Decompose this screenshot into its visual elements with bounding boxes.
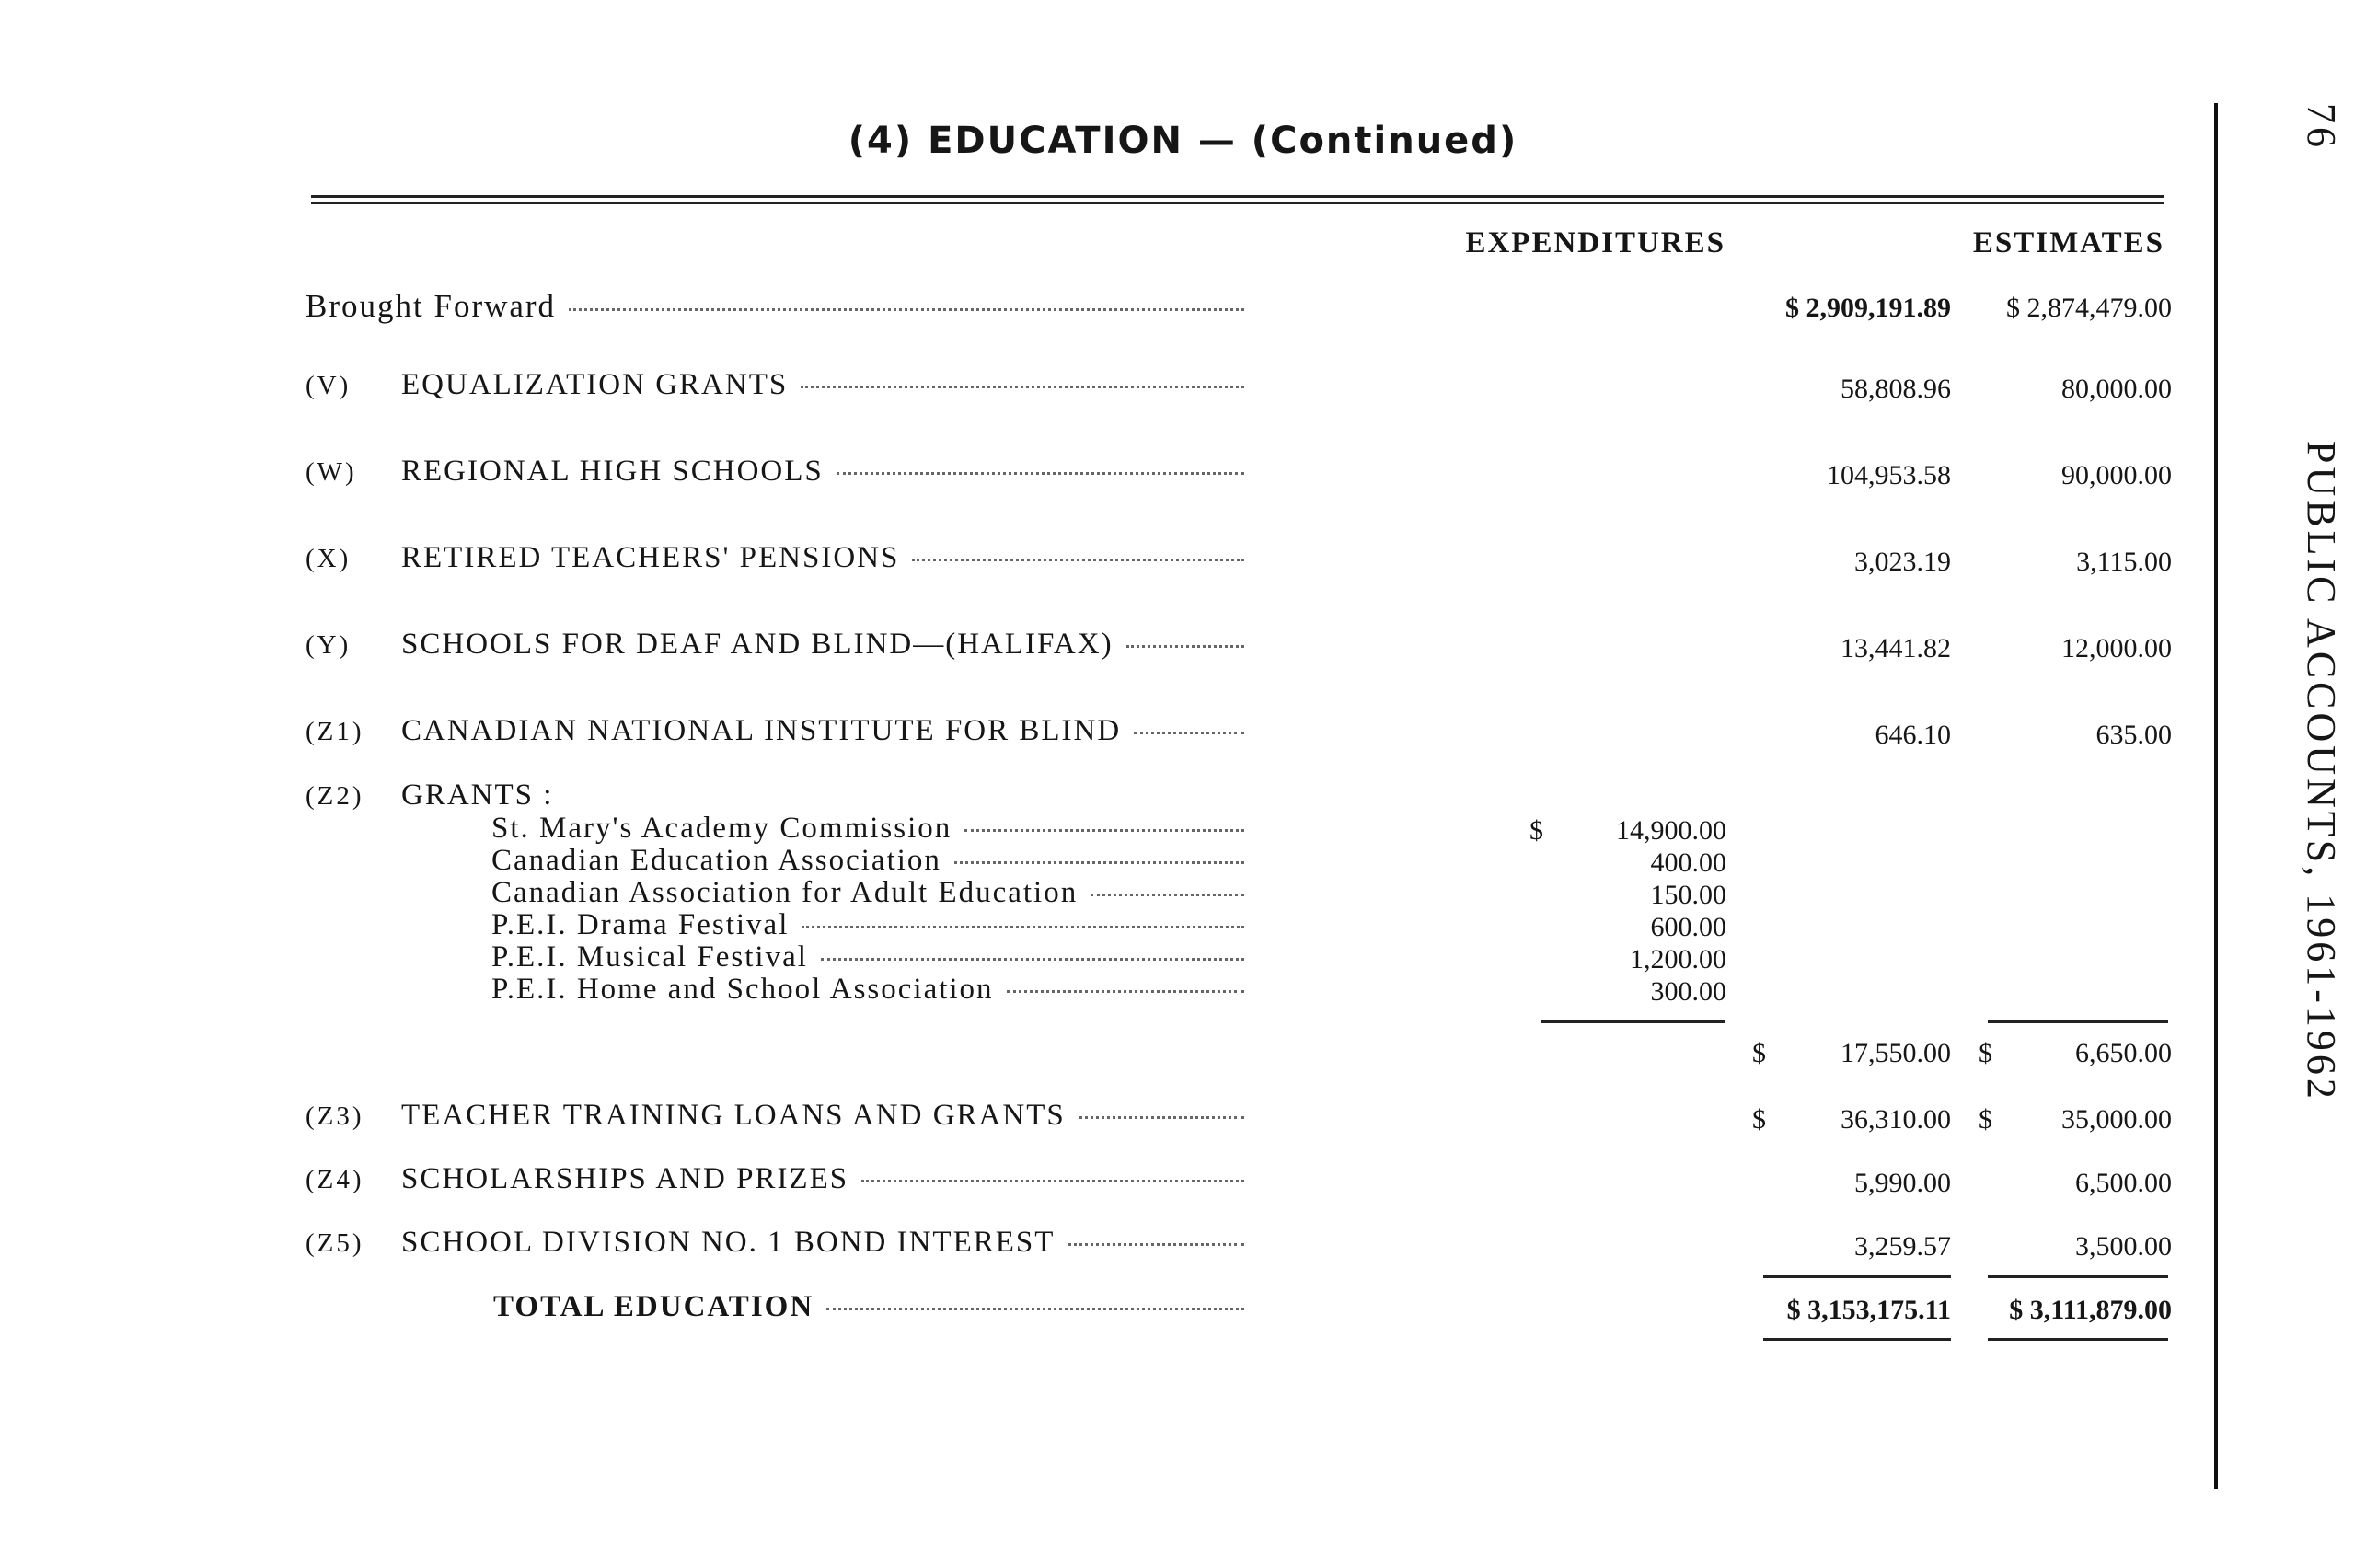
leader-dots [1091, 894, 1244, 896]
leader-dots [964, 829, 1244, 832]
row-estimate: 12,000.00 [2061, 633, 2172, 663]
grant-item-amount: 150.00 [1650, 880, 1726, 910]
table-row [306, 1226, 1244, 1260]
row-label: Brought Forward [306, 288, 557, 324]
row-expenditure: 104,953.58 [1827, 460, 1951, 490]
table-row [306, 714, 1244, 748]
total-row [493, 1290, 1244, 1324]
leader-dots [912, 559, 1244, 561]
grant-item-amount: 400.00 [1650, 847, 1726, 878]
row-expenditure: 36,310.00 [1841, 1104, 1951, 1135]
row-code: (Z3) [306, 1101, 364, 1131]
grant-item-label: St. Mary's Academy Commission [491, 812, 952, 845]
row-label: RETIRED TEACHERS' PENSIONS [401, 541, 900, 574]
row-code: (Y) [306, 630, 352, 660]
title-rule [311, 195, 2164, 198]
margin-rule [2214, 103, 2218, 1489]
row-expenditure: 58,808.96 [1841, 374, 1951, 404]
leader-dots [1134, 732, 1244, 734]
column-header-expenditures: EXPENDITURES [1465, 226, 1725, 259]
leader-dots [1126, 645, 1244, 648]
leader-dots [569, 308, 1244, 311]
row-estimate: 80,000.00 [2061, 374, 2172, 404]
row-label: SCHOOL DIVISION NO. 1 BOND INTEREST [401, 1226, 1056, 1259]
row-code: (Z5) [306, 1228, 364, 1258]
grant-item [491, 876, 1244, 910]
leader-dots [954, 861, 1244, 864]
row-label: SCHOOLS FOR DEAF AND BLIND—(HALIFAX) [401, 628, 1114, 661]
page-number: 76 [2299, 103, 2344, 151]
table-row [306, 1162, 1244, 1196]
row-expenditure: 646.10 [1875, 720, 1951, 750]
table-row [306, 541, 1244, 575]
brought-forward-estimate: $ 2,874,479.00 [2006, 293, 2172, 323]
subtotal-rule [1988, 1020, 2168, 1023]
row-expenditure: 3,259.57 [1854, 1231, 1951, 1262]
page-title: (4) EDUCATION — (Continued) [848, 120, 1518, 162]
table-row [306, 368, 1244, 402]
leader-dots [837, 472, 1244, 475]
total-estimate: $ 3,111,879.00 [2009, 1295, 2172, 1325]
row-label: REGIONAL HIGH SCHOOLS [401, 455, 824, 488]
grant-item-label: Canadian Association for Adult Education [491, 876, 1079, 909]
row-estimate: 6,500.00 [2075, 1168, 2172, 1198]
row-label: GRANTS : [401, 778, 554, 812]
row-estimate: 3,500.00 [2075, 1231, 2172, 1262]
grant-item-label: P.E.I. Drama Festival [491, 908, 790, 941]
grant-item [491, 973, 1244, 1007]
row-estimate: 3,115.00 [2076, 547, 2172, 577]
row-code: (V) [306, 371, 352, 400]
row-estimate: 90,000.00 [2061, 460, 2172, 490]
grants-total-estimate: 6,650.00 [2075, 1038, 2172, 1068]
leader-dots [861, 1180, 1244, 1182]
row-expenditure: 3,023.19 [1854, 547, 1951, 577]
row-label: SCHOLARSHIPS AND PRIZES [401, 1162, 849, 1195]
subtotal-rule [1541, 1020, 1725, 1023]
total-expenditure: $ 3,153,175.11 [1786, 1295, 1951, 1325]
total-label: TOTAL EDUCATION [493, 1290, 814, 1323]
leader-dots [1007, 990, 1244, 993]
row-expenditure: 5,990.00 [1854, 1168, 1951, 1198]
row-expenditure: 13,441.82 [1841, 633, 1951, 663]
leader-dots [1079, 1116, 1244, 1119]
grants-total-expenditure: 17,550.00 [1841, 1038, 1951, 1068]
row-estimate: 35,000.00 [2061, 1104, 2172, 1135]
leader-dots [801, 386, 1244, 388]
leader-dots [821, 958, 1244, 961]
grant-item-label: Canadian Education Association [491, 844, 941, 877]
grant-item [491, 844, 1244, 878]
row-estimate: 635.00 [2095, 720, 2172, 750]
grant-item-amount: 300.00 [1650, 976, 1726, 1007]
column-header-estimates: ESTIMATES [1972, 226, 2164, 259]
row-dollar-sign: $ [1979, 1104, 1992, 1135]
row-code: (Z4) [306, 1165, 364, 1194]
row-code: (Z1) [306, 717, 364, 746]
row-code: (Z2) [306, 781, 364, 811]
grant-item [491, 940, 1244, 974]
subtotal-dollar-sign: $ [1979, 1038, 1992, 1068]
grant-dollar-sign: $ [1529, 815, 1543, 846]
leader-dots [826, 1308, 1244, 1310]
grant-item-label: P.E.I. Musical Festival [491, 940, 808, 974]
row-code: (W) [306, 457, 357, 487]
total-double-rule [1988, 1338, 2168, 1341]
row-label: EQUALIZATION GRANTS [401, 368, 789, 401]
grant-item-amount: 14,900.00 [1616, 815, 1726, 846]
total-rule [1988, 1275, 2168, 1278]
grant-item-label: P.E.I. Home and School Association [491, 973, 994, 1006]
row-label: TEACHER TRAINING LOANS AND GRANTS [401, 1099, 1066, 1132]
running-head [2253, 103, 2345, 1170]
row-code: (X) [306, 544, 352, 573]
grant-item-amount: 1,200.00 [1630, 944, 1726, 974]
table-row [306, 628, 1244, 662]
leader-dots [1068, 1243, 1244, 1246]
subtotal-dollar-sign: $ [1752, 1038, 1766, 1068]
table-row [306, 455, 1244, 489]
title-rule-double [311, 202, 2164, 204]
total-rule [1763, 1275, 1951, 1278]
leader-dots [802, 926, 1244, 928]
grants-heading [306, 778, 674, 813]
grant-item-amount: 600.00 [1650, 912, 1726, 942]
running-head-text: PUBLIC ACCOUNTS, 1961-1962 [2299, 441, 2344, 1102]
brought-forward-expenditure: $ 2,909,191.89 [1785, 293, 1951, 323]
row-dollar-sign: $ [1752, 1104, 1766, 1135]
grant-item [491, 812, 1244, 846]
total-double-rule [1763, 1338, 1951, 1341]
table-row [306, 1099, 1244, 1133]
brought-forward-row [306, 288, 1244, 325]
grant-item [491, 908, 1244, 942]
row-label: CANADIAN NATIONAL INSTITUTE FOR BLIND [401, 714, 1122, 747]
